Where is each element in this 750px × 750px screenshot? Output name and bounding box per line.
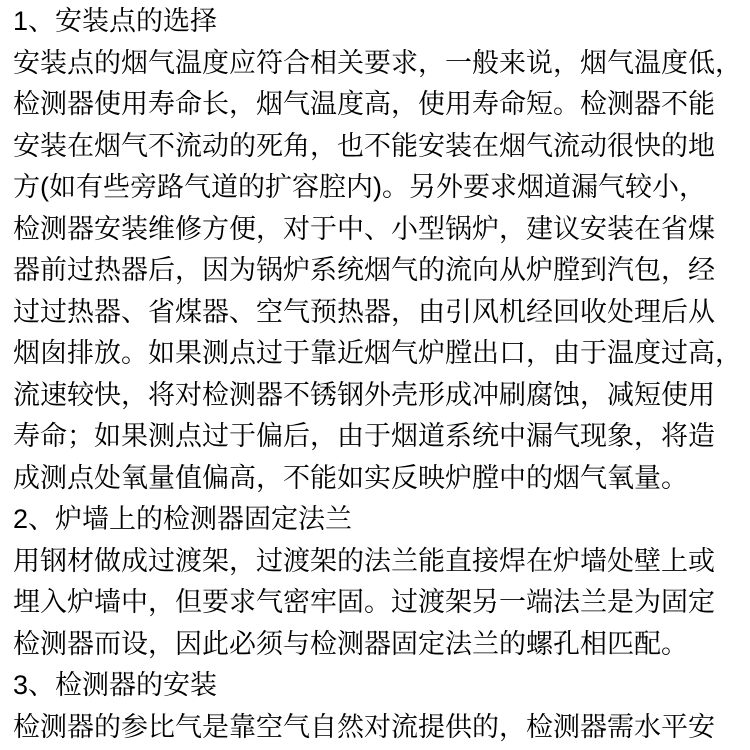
text-line: 检测器而设，因此必须与检测器固定法兰的螺孔相匹配。 bbox=[13, 628, 688, 659]
text-line: 寿命；如果测点过于偏后，由于烟道系统中漏气现象，将造 bbox=[13, 421, 715, 451]
section-heading: 2、炉墙上的检测器固定法兰 bbox=[13, 504, 353, 534]
text-line: 安装在烟气不流动的死角，也不能安装在烟气流动很快的地 bbox=[13, 130, 715, 161]
text-line: 烟囱排放。如果测点过于靠近烟气炉膛出口，由于温度过高， bbox=[13, 338, 742, 368]
text-line: 用钢材做成过渡架，过渡架的法兰能直接焊在炉墙处壁上或 bbox=[13, 545, 715, 576]
text-line: 器前过热器后，因为锅炉系统烟气的流向从炉膛到汽包，经 bbox=[13, 255, 715, 285]
text-line: 安装点的烟气温度应符合相关要求，一般来说，烟气温度低， bbox=[13, 47, 742, 78]
text-line: 检测器使用寿命长，烟气温度高，使用寿命短。检测器不能 bbox=[13, 89, 715, 119]
text-line: 成测点处氧量值偏高，不能如实反映炉膛中的烟气氧量。 bbox=[13, 462, 688, 493]
text-line: 埋入炉墙中，但要求气密牢固。过渡架另一端法兰是为固定 bbox=[13, 587, 715, 617]
text-line: 流速较快，将对检测器不锈钢外壳形成冲刷腐蚀，减短使用 bbox=[13, 379, 715, 410]
text-line: 过过热器、省煤器、空气预热器，由引风机经回收处理后从 bbox=[13, 296, 715, 327]
text-line: 方(如有些旁路气道的扩容腔内)。另外要求烟道漏气较小， bbox=[13, 172, 706, 202]
text-line: 检测器安装维修方便，对于中、小型锅炉，建议安装在省煤 bbox=[13, 213, 715, 244]
section-heading: 1、安装点的选择 bbox=[13, 6, 218, 36]
text-line: 检测器的参比气是靠空气自然对流提供的，检测器需水平安 bbox=[13, 711, 715, 742]
section-heading: 3、检测器的安装 bbox=[13, 670, 218, 700]
